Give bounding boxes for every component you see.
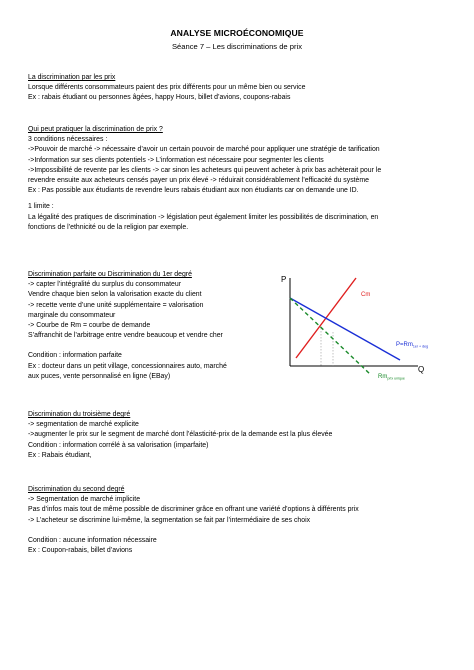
text-line: S’affranchit de l’arbitrage entre vendre beaucoup et vendre cher [28,332,223,340]
text-line: -> capter l’intégralité du surplus du consommateur [28,281,182,289]
text-line: -> Courbe de Rm = courbe de demande [28,322,151,330]
text-line: -> segmentation de marché explicite [28,421,139,429]
cm-label: Cm [361,292,371,298]
text-line: Pas d’infos mais tout de même possible de discriminer grâce en offrant une variété d’options à différents prix [28,506,359,514]
text-line: Condition : information corrélé à sa valorisation (imparfaite) [28,441,209,449]
text-line: La légalité des pratiques de discrimination -> législation peut également limiter les possibilités de discrimination, en [28,213,379,221]
text-line: Ex : rabais étudiant ou personnes âgées, happy Hours, billet d’avions, coupons-rabais [28,94,291,102]
text-line: aux puces, vente personnalisé en ligne (EBay) [28,372,171,380]
diagram-svg [278,270,448,390]
text-line: Vendre chaque bien selon la valorisation exacte du client [28,291,202,299]
section-first-degree [28,270,278,382]
text-line: ->Information sur ses clients potentiels -> L’information est nécessaire pour segmenter les clients [28,156,324,164]
text-line: Ex : Rabais étudiant, [28,451,92,459]
section-heading: Discrimination du troisième degré [28,411,131,418]
text-line: Ex : Coupon-rabais, billet d’avions [28,547,133,555]
text-line: Condition : aucune information nécessaire [28,536,157,544]
text-line: 3 conditions nécessaires : [28,136,108,144]
text-line: Lorsque différents consommateurs paient des prix différents pour un même bien ou service [28,84,306,92]
section-heading: Qui peut pratiquer la discrimination de prix ? [28,126,163,133]
demand-label: $P=Rm_{1er + deg}$ [396,342,429,349]
text-line: revendre ensuite aux acheteurs censés payer un prix élevé -> réduirait considérablement l’efficacité du système [28,177,369,185]
p-axis-label: P [281,275,287,284]
text-line: -> Segmentation de marché implicite [28,496,141,504]
limit-label: 1 limite : [28,203,54,211]
text-line: ->Pouvoir de marché -> nécessaire d’avoir un certain pouvoir de marché pour appliquer une stratégie de tarification [28,146,380,154]
first-degree-diagram [278,270,448,390]
demand-curve [290,298,400,360]
text-line: Ex : Pas possible aux étudiants de revendre leurs rabais étudiant aux non étudiants car on demande une ID. [28,187,359,195]
section-heading: Discrimination parfaite ou Discrimination du 1er degré [28,271,192,278]
section-third-degree [28,410,448,461]
text-line: fonctions de l’ethnicité ou de la religion par exemple. [28,223,189,231]
section-price-discrimination [28,73,448,104]
text-line: -> recette vente d’une unité supplémentaire = valorisation [28,301,204,309]
section-who-can-discriminate [28,125,448,233]
text-line: marginale du consommateur [28,311,116,319]
text-line: ->augmenter le prix sur le segment de marché dont l’élasticité-prix de la demande est la plus élevée [28,431,333,439]
text-line: ->Impossibilité de revente par les clients -> car sinon les acheteurs qui peuvent acheter à prix bas achèterait pour le [28,166,382,174]
section-heading: La discrimination par les prix [28,74,116,81]
page-subtitle: Séance 7 – Les discriminations de prix [171,42,302,51]
text-line: -> L’acheteur se discrimine lui-même, la segmentation se fait par l’intermédiaire de ses choix [28,516,311,524]
text-line: Condition : information parfaite [28,352,122,360]
text-line: Ex : docteur dans un petit village, concessionnaires auto, marché [28,362,227,370]
page-title: ANALYSE MICROÉCONOMIQUE [170,28,304,38]
section-second-degree [28,485,448,556]
section-heading: Discrimination du second degré [28,486,125,493]
q-axis-label: Q [418,365,425,374]
rm-label: $Rm_{prix unique}$ [378,374,405,381]
